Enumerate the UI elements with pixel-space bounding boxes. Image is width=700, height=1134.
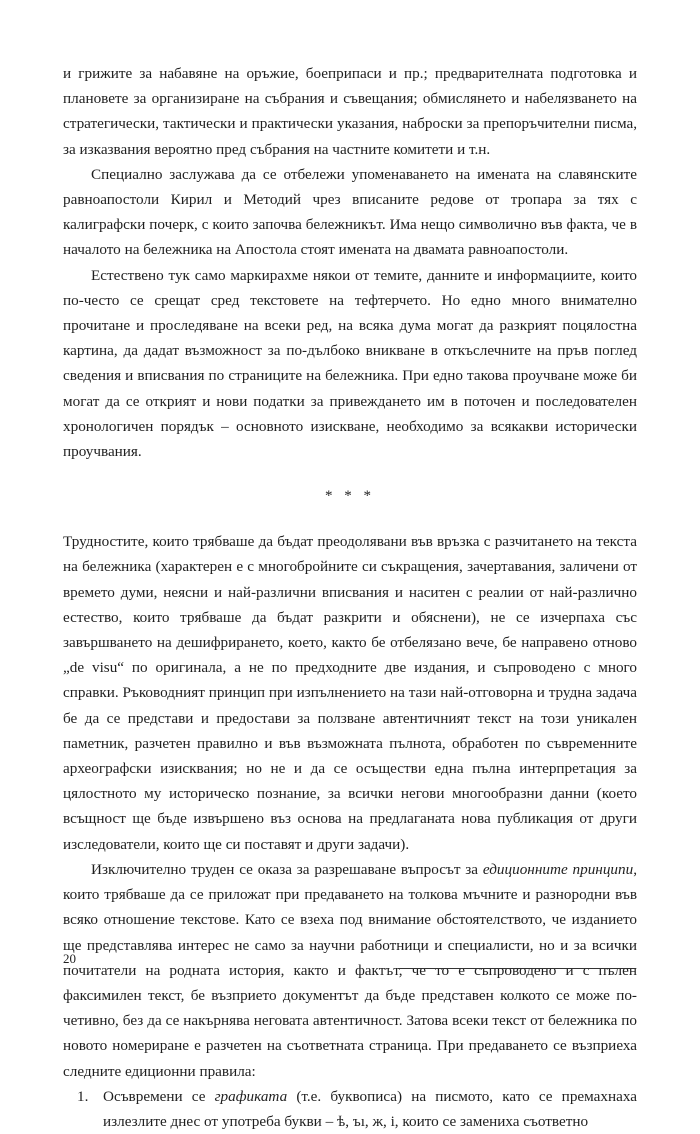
page-number: 20 bbox=[63, 951, 76, 966]
page-body bbox=[63, 61, 637, 1134]
paragraph-2: Специално заслужава да се отбележи упоменаването на имената на славянските равноапостоли Кирил и Методий чрез вписаните редове от тропара за тях с калиграфски почерк, с които започва бележникът. Има нещо символично във факта, че в началото на бележника на Апостола стоят имената на двамата равноапостоли. bbox=[63, 165, 637, 259]
paragraph-5-italic: едиционните принципи bbox=[482, 860, 634, 878]
paragraph-4: Трудностите, които трябваше да бъдат преодолявани във връзка с разчитането на текста на бележника (характерен е с многобройните си съкращения, зачертавания, заличени от времето думи, неясни и най-различни вписвания и наситен с реалии от най-различно естество, които трябваше да бъдат разкрити и обяснени), не се изчерпаха със завършването на дешифрирането, което, както бе отбелязано вече, бе направено отново „de visu“ по оригинала, а не по предходните две издания, и съпроводено с много справки. Ръководният принцип при изпълнението на тази най-отговорна и трудна задача бе да се представи и предостави за ползване автентичният текст на този уникален паметник, разчетен правилно и във възможната пълнота, обработен по съвременните археографски изисквания; но не и да се осъществи една пълна интерпретация за цялостното му историческо познание, за всички негови многообразни данни (което всъщност ще бъде извършено въз основа на предлаганата нова публикация от други изследователи, които ще си поставят и други задачи). bbox=[63, 533, 637, 853]
list-item-italic: графиката bbox=[214, 1087, 288, 1105]
list-item-end: (т.е. буквописа) на писмото, като се премахнаха излезлите днес от употреба букви – ѣ, ъı, ж, і, които се замениха съответно bbox=[103, 1087, 637, 1130]
list-item bbox=[63, 1084, 637, 1134]
list-item-number: 1. bbox=[77, 1087, 89, 1105]
paragraph-5-end: , които трябваше да се приложат при предаването на толкова мъчните и разнородни във всяко отношение текстове. Като се взеха под внимание обстоятелството, че изданието ще представлява интерес не само за научни работници и специалисти, но и за всички почитатели на родната история, както и фактът, че то е съпроводено и с пълен факсимилен текст, бе възприето документът да бъде представен колкото се може по-четивно, без да се накърнява неговата автентичност. Затова всеки текст от бележника по новото номериране е разчетен на съответната страница. При предаването се възприеха следните едиционни правила: bbox=[63, 860, 638, 1080]
list-item-start: Осъвремени се bbox=[103, 1087, 215, 1105]
section-separator: * * * bbox=[325, 488, 375, 505]
footer-rule bbox=[398, 968, 636, 969]
paragraph-5 bbox=[63, 857, 637, 1084]
paragraph-5-start: Изключително труден се оказа за разрешаване въпросът за bbox=[91, 860, 483, 878]
paragraph-3: Естествено тук само маркирахме някои от темите, данните и информациите, които по-често се срещат сред текстовете на тефтерчето. Но едно много внимателно прочитане и проследяване на всеки ред, на всяка дума могат да разкрият поцялостна картина, да дадат възможност за по-дълбоко вникване в откъслечните на пръв поглед сведения и вписвания по страниците на бележника. При едно такова проучване може би могат да се открият и нови податки за привеждането им в поточен и последователен хронологичен порядък – основното изискване, необходимо за всякакви исторически проучвания. bbox=[63, 266, 637, 461]
paragraph-1: и грижите за набавяне на оръжие, боеприпаси и пр.; предварителната подготовка и плановете за организиране на събрания и съвещания; обмислянето и набелязването на стратегически, тактически и практически указания, наброски за препоръчителни писма, за изказвания вероятно пред събрания на частните комитети и т.н. bbox=[63, 65, 637, 158]
